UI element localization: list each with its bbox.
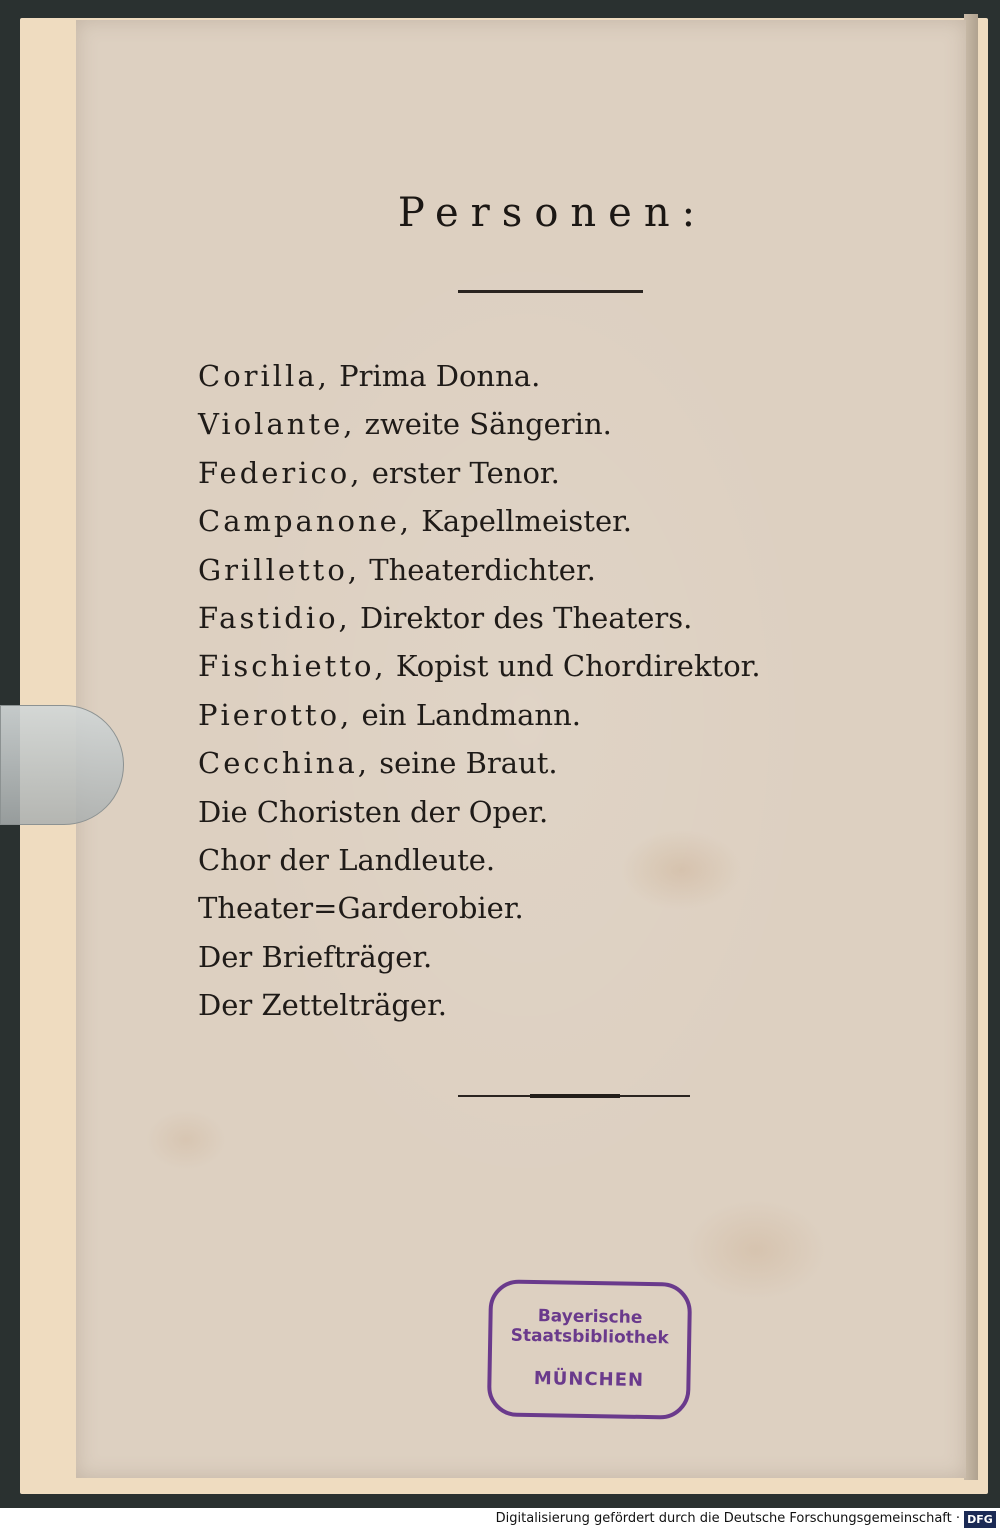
character-name: Grilletto, bbox=[198, 552, 361, 587]
list-item bbox=[198, 933, 761, 981]
list-item bbox=[198, 400, 761, 448]
character-role: Direktor des Theaters. bbox=[360, 600, 693, 635]
character-role: Kopist und Chordirektor. bbox=[395, 649, 761, 684]
character-list bbox=[198, 352, 761, 1029]
list-item bbox=[198, 788, 761, 836]
list-item bbox=[198, 836, 761, 884]
character-name: Fischietto, bbox=[198, 649, 387, 684]
dfg-logo-icon: DFG bbox=[964, 1511, 996, 1528]
character-name: Chor der Landleute. bbox=[198, 842, 496, 877]
character-role: ein Landmann. bbox=[361, 697, 581, 732]
character-name: Federico, bbox=[198, 455, 363, 490]
character-role: zweite Sängerin. bbox=[364, 407, 612, 442]
list-item bbox=[198, 642, 761, 690]
character-name: Pierotto, bbox=[198, 697, 353, 732]
list-item bbox=[198, 449, 761, 497]
page-title: Personen: bbox=[397, 190, 708, 236]
closing-rule-center bbox=[530, 1094, 620, 1098]
page-clip bbox=[0, 705, 124, 825]
list-item bbox=[198, 981, 761, 1029]
character-role: erster Tenor. bbox=[371, 455, 560, 490]
title-rule bbox=[458, 290, 643, 293]
footer-credit: Digitalisierung gefördert durch die Deutsche Forschungsgemeinschaft · bbox=[495, 1511, 960, 1526]
stamp-line: Staatsbibliothek bbox=[510, 1325, 669, 1349]
character-name: Corilla, bbox=[198, 359, 330, 393]
character-role: Theaterdichter. bbox=[369, 552, 596, 587]
footer-bar bbox=[0, 1508, 1000, 1532]
character-name: Der Zettelträger. bbox=[198, 988, 447, 1023]
character-name: Campanone, bbox=[198, 504, 413, 539]
list-item bbox=[198, 497, 761, 545]
list-item bbox=[198, 691, 761, 739]
character-name: Fastidio, bbox=[198, 600, 351, 635]
character-name: Cecchina, bbox=[198, 746, 370, 781]
character-role: Prima Donna. bbox=[339, 359, 541, 393]
character-role: seine Braut. bbox=[379, 746, 558, 781]
character-name: Der Briefträger. bbox=[198, 939, 433, 974]
stamp-line: Bayerische bbox=[537, 1306, 643, 1328]
character-name: Violante, bbox=[198, 407, 356, 442]
list-item bbox=[198, 884, 761, 932]
list-item bbox=[198, 594, 761, 642]
character-role: Kapellmeister. bbox=[421, 504, 633, 539]
library-stamp bbox=[487, 1279, 692, 1420]
character-name: Theater=Garderobier. bbox=[198, 891, 524, 926]
list-item bbox=[198, 739, 761, 787]
stamp-line: MÜNCHEN bbox=[533, 1368, 645, 1391]
list-item bbox=[198, 352, 761, 400]
character-name: Die Choristen der Oper. bbox=[198, 794, 549, 829]
list-item bbox=[198, 546, 761, 594]
